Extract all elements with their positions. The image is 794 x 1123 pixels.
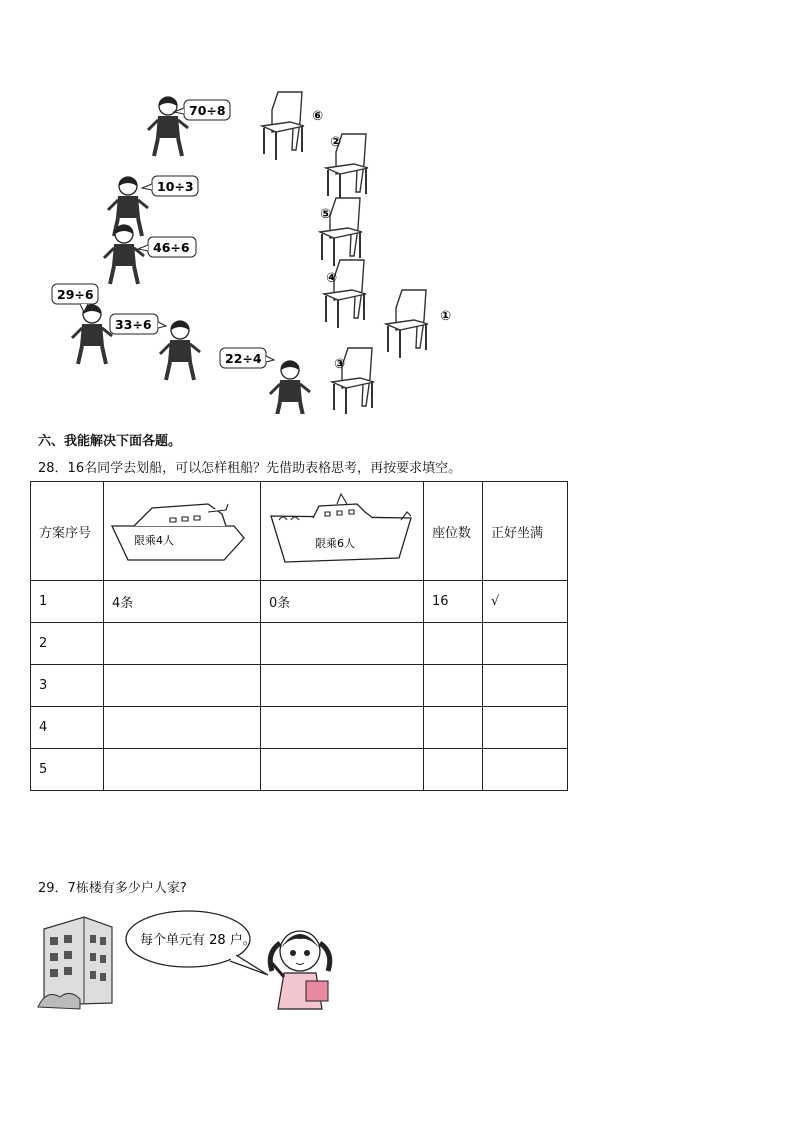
question-28-text: 28．16名同学去划船，可以怎样租船？先借助表格思考，再按要求填空。 xyxy=(38,461,462,476)
section-title: 六、我能解决下面各题。 xyxy=(38,434,182,449)
cell-boat6-count[interactable] xyxy=(261,707,424,749)
svg-text:33÷6: 33÷6 xyxy=(115,317,152,332)
cell-seats[interactable] xyxy=(424,665,483,707)
cell-seats[interactable] xyxy=(424,623,483,665)
svg-text:29÷6: 29÷6 xyxy=(57,287,94,302)
chair-6 xyxy=(262,92,304,160)
table-row xyxy=(31,707,568,749)
header-seat-count: 座位数 xyxy=(424,482,483,581)
cell-plan: 4 xyxy=(31,707,104,749)
building-girl-figure xyxy=(36,905,346,1020)
callout-10-3 xyxy=(142,176,198,196)
kid-1 xyxy=(148,97,188,156)
callout-22-4 xyxy=(220,348,274,368)
cell-full[interactable] xyxy=(483,665,568,707)
cell-full[interactable] xyxy=(483,749,568,791)
cell-seats[interactable] xyxy=(424,749,483,791)
cell-boat6-count[interactable] xyxy=(261,665,424,707)
kid-6 xyxy=(270,361,310,414)
cell-seats[interactable] xyxy=(424,707,483,749)
header-boat-6 xyxy=(261,482,424,581)
svg-text:70÷8: 70÷8 xyxy=(189,103,226,118)
cell-boat6-count[interactable] xyxy=(261,623,424,665)
chair-number-3: ③ xyxy=(334,357,346,372)
boat-6-icon xyxy=(261,482,423,576)
chair-number-2: ② xyxy=(330,135,342,150)
building-icon xyxy=(38,917,112,1009)
boat-6-label: 限乘6人 xyxy=(315,537,355,550)
bubble-text: 每个单元有 28 户。 xyxy=(140,933,256,948)
boat-4-icon xyxy=(104,482,260,576)
boat-plan-table xyxy=(30,481,568,791)
cell-boat4-count: 4条 xyxy=(104,581,261,623)
chair-number-5: ⑤ xyxy=(320,207,332,222)
question-29-text: 29．7栋楼有多少户人家? xyxy=(38,881,187,896)
cell-plan: 5 xyxy=(31,749,104,791)
kid-3 xyxy=(104,225,144,284)
table-header-row xyxy=(31,482,568,581)
cell-boat6-count[interactable] xyxy=(261,749,424,791)
kid-5 xyxy=(160,321,200,380)
chair-number-1: ① xyxy=(440,309,452,324)
table-row xyxy=(31,623,568,665)
callout-70-8 xyxy=(174,100,230,120)
cell-boat4-count[interactable] xyxy=(104,707,261,749)
boat-4-label: 限乘4人 xyxy=(134,534,174,547)
chair-1 xyxy=(386,290,428,358)
cell-boat4-count[interactable] xyxy=(104,749,261,791)
cell-boat4-count[interactable] xyxy=(104,623,261,665)
svg-text:46÷6: 46÷6 xyxy=(153,240,190,255)
chair-number-4: ④ xyxy=(326,271,338,286)
cell-plan: 2 xyxy=(31,623,104,665)
cell-seats: 16 xyxy=(424,581,483,623)
table-row xyxy=(31,749,568,791)
table-row xyxy=(31,581,568,623)
chair-number-6: ⑥ xyxy=(312,109,324,124)
cell-plan: 1 xyxy=(31,581,104,623)
children-chairs-figure xyxy=(50,84,470,414)
cell-full: √ xyxy=(483,581,568,623)
girl-icon xyxy=(270,931,330,1009)
callout-46-6 xyxy=(138,237,196,257)
header-exactly-full: 正好坐满 xyxy=(483,482,568,581)
table-row xyxy=(31,665,568,707)
header-boat-4 xyxy=(104,482,261,581)
header-plan-number: 方案序号 xyxy=(31,482,104,581)
svg-text:22÷4: 22÷4 xyxy=(225,351,262,366)
cell-full[interactable] xyxy=(483,623,568,665)
cell-full[interactable] xyxy=(483,707,568,749)
cell-boat4-count[interactable] xyxy=(104,665,261,707)
cell-boat6-count: 0条 xyxy=(261,581,424,623)
svg-text:10÷3: 10÷3 xyxy=(157,179,194,194)
kid-4 xyxy=(72,305,112,364)
cell-plan: 3 xyxy=(31,665,104,707)
callout-33-6 xyxy=(110,314,166,334)
speech-bubble xyxy=(126,911,268,975)
